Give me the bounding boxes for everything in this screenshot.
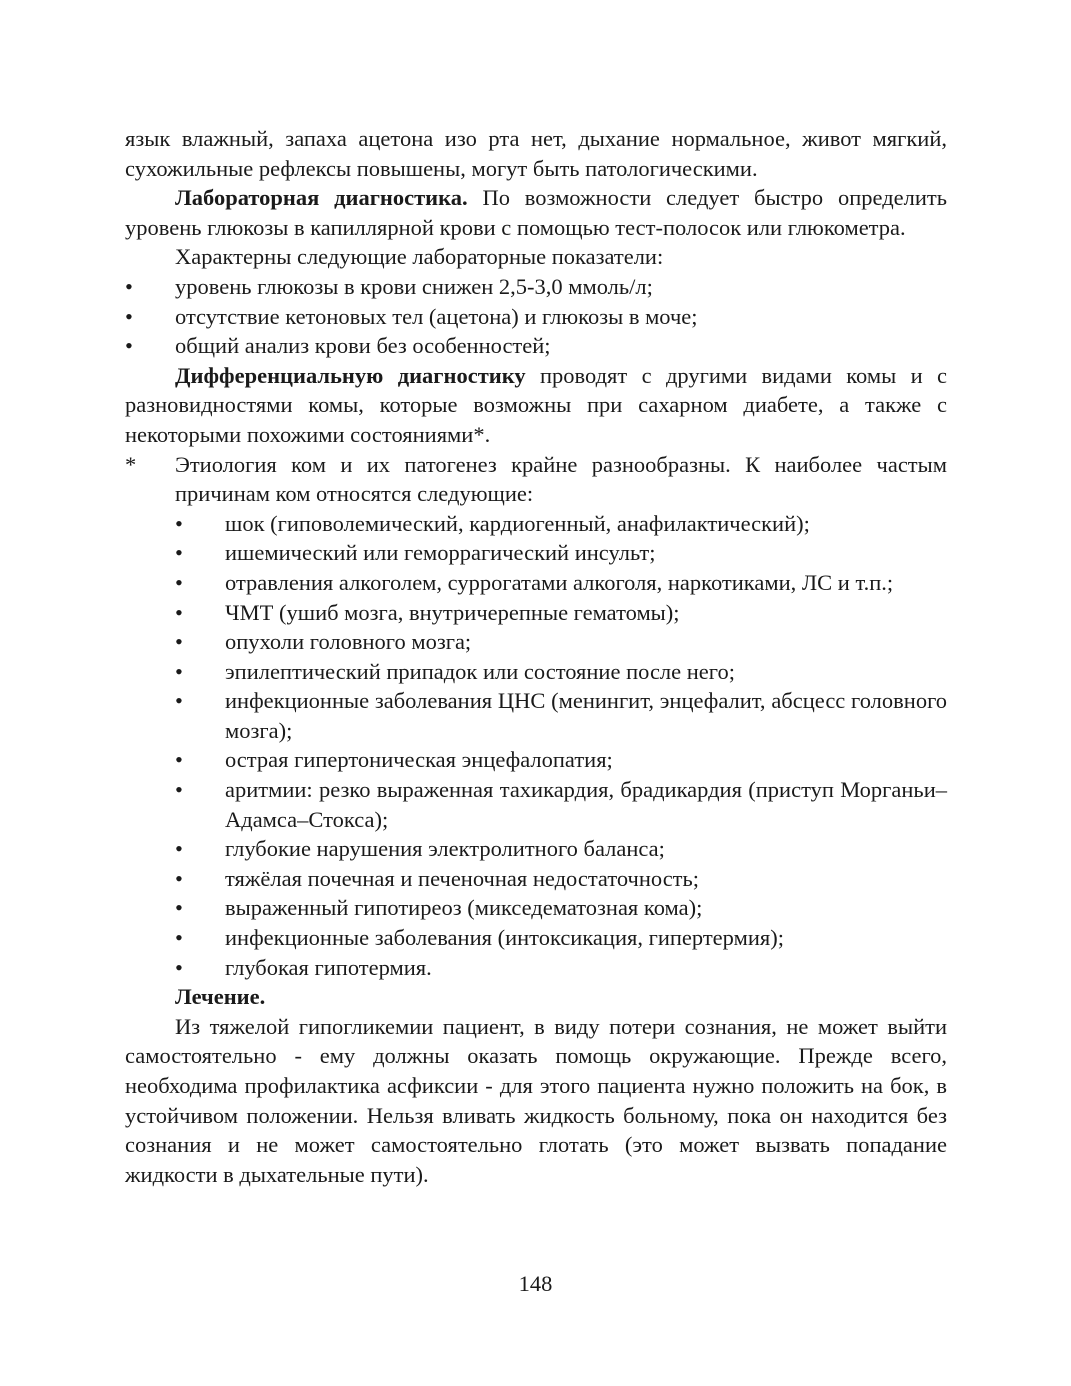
list-item: • выраженный гипотиреоз (микседематозная кома); [125, 893, 947, 923]
list-item: • аритмии: резко выраженная тахикардия, брадикардия (приступ Морганьи–Адамса–Стокса); [175, 777, 947, 832]
bullet-icon: • [175, 925, 183, 951]
page-body [125, 124, 947, 1189]
treatment-heading-line [125, 982, 947, 1012]
list-item: • ЧМТ (ушиб мозга, внутричерепные гематомы); [125, 598, 947, 628]
list-item: • опухоли головного мозга; [125, 627, 947, 657]
treatment-paragraph: Из тяжелой гипогликемии пациент, в виду потери сознания, не может выйти самостоятельно - ему должны оказать помощь окружающие. Прежде всего, необходима профилактика асфиксии - для этого пациента нужно положить на бок, в устойчивом положении. Нельзя вливать жидкость больному, пока он находится без сознания и не может самостоятельно глотать (это может вызвать попадание жидкости в дыхательные пути). [125, 1013, 947, 1187]
lab-diagnostics-text: По возможности следует быстро определить уровень глюкозы в капиллярной крови с помощью тест-полосок или глюкометра. [125, 185, 947, 240]
indicators-list [125, 272, 947, 361]
list-item: • глубокие нарушения электролитного баланса; [125, 834, 947, 864]
indicators-intro: Характерны следующие лабораторные показатели: [175, 244, 664, 270]
differential-diagnostics-paragraph [125, 361, 947, 450]
bullet-icon: • [175, 777, 183, 803]
list-item: • инфекционные заболевания ЦНС (менингит, энцефалит, абсцесс головного мозга); [175, 688, 947, 743]
bullet-icon: • [175, 510, 183, 536]
intro-paragraph: язык влажный, запаха ацетона изо рта нет, дыхание нормальное, живот мягкий, сухожильные рефлексы повышены, могут быть патологическими. [125, 126, 947, 181]
footnote-mark: * [125, 451, 137, 477]
coma-causes-list [125, 509, 947, 983]
footnote [125, 450, 947, 509]
list-item: • отсутствие кетоновых тел (ацетона) и глюкозы в моче; [125, 302, 947, 332]
footnote-text: Этиология ком и их патогенез крайне разнообразны. К наиболее частым причинам ком относятся следующие: [175, 451, 947, 507]
bullet-icon: • [175, 540, 183, 566]
bullet-icon: • [125, 333, 133, 359]
differential-diagnostics-text: проводят с другими видами комы и с разновидностями комы, которые возможны при сахарном диабете, а также с некоторыми похожими состояниями*. [125, 362, 947, 447]
differential-diagnostics-heading: Дифференциальную диагностику [175, 362, 526, 388]
list-item: • уровень глюкозы в крови снижен 2,5-3,0 ммоль/л; [125, 272, 947, 302]
treatment-heading: Лечение. [175, 984, 266, 1010]
bullet-icon: • [175, 747, 183, 773]
list-item: • общий анализ крови без особенностей; [125, 331, 947, 361]
list-item: • тяжёлая почечная и печеночная недостаточность; [125, 864, 947, 894]
list-item: • острая гипертоническая энцефалопатия; [125, 745, 947, 775]
bullet-icon: • [175, 865, 183, 891]
bullet-icon: • [175, 836, 183, 862]
list-item: • эпилептический припадок или состояние после него; [125, 657, 947, 687]
bullet-icon: • [175, 599, 183, 625]
bullet-icon: • [175, 658, 183, 684]
bullet-icon: • [175, 954, 183, 980]
bullet-icon: • [175, 629, 183, 655]
list-item: • ишемический или геморрагический инсульт; [125, 538, 947, 568]
list-item: • отравления алкоголем, суррогатами алкоголя, наркотиками, ЛС и т.п.; [125, 568, 947, 598]
lab-diagnostics-paragraph [125, 183, 947, 242]
bullet-icon: • [125, 303, 133, 329]
bullet-icon: • [175, 569, 183, 595]
lab-diagnostics-heading: Лабораторная диагностика. [175, 185, 468, 211]
page-number: 148 [518, 1271, 553, 1296]
bullet-icon: • [175, 688, 183, 714]
list-item: • шок (гиповолемический, кардиогенный, анафилактический); [125, 509, 947, 539]
list-item: • инфекционные заболевания (интоксикация, гипертермия); [125, 923, 947, 953]
bullet-icon: • [175, 895, 183, 921]
list-item: • глубокая гипотермия. [125, 953, 947, 983]
bullet-icon: • [125, 273, 133, 299]
